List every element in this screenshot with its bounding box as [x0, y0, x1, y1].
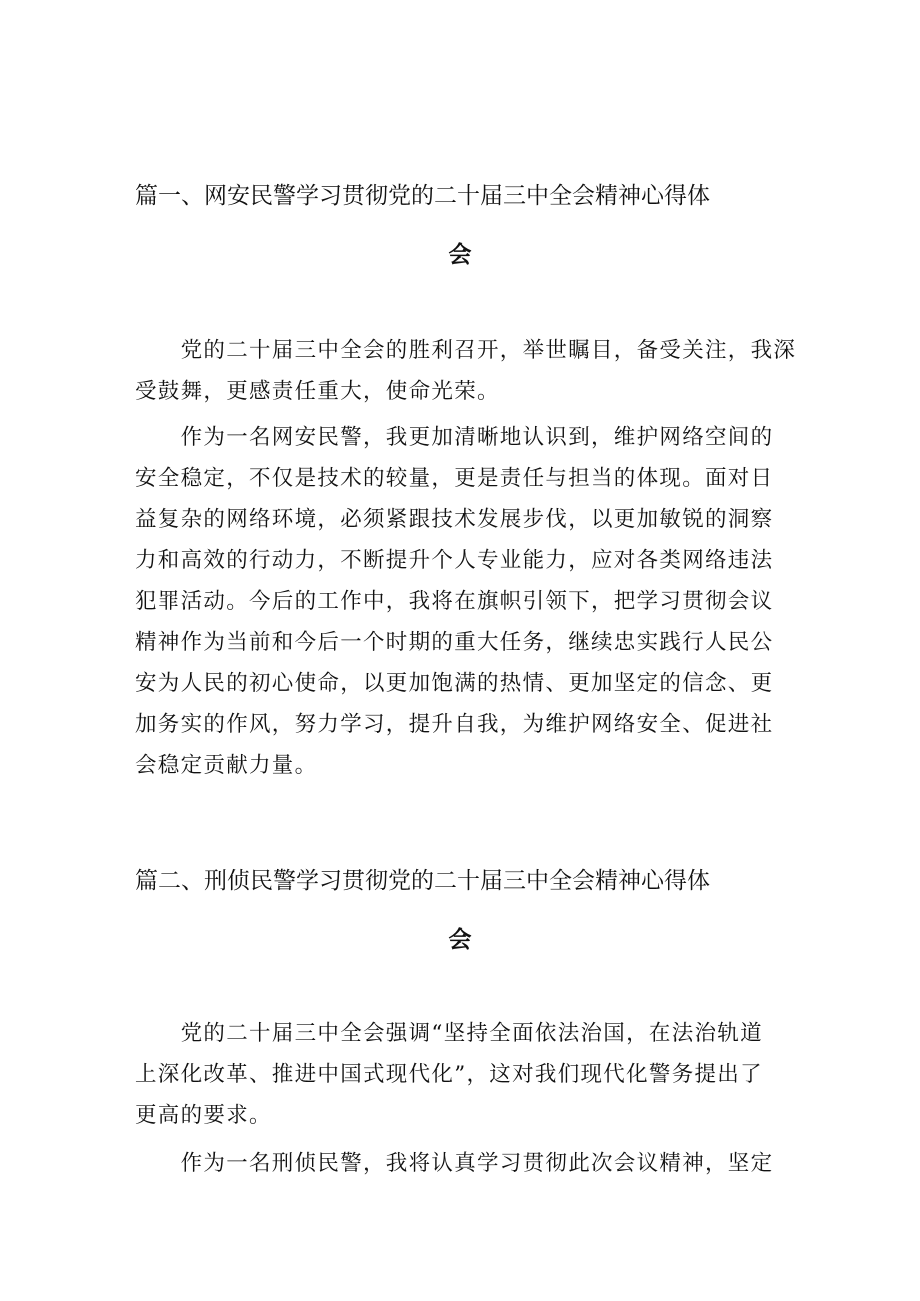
section2-title-line2: 会: [448, 927, 472, 953]
paragraph-line: 会稳定贡献力量。: [135, 753, 318, 778]
section1-title-line2: 会: [448, 242, 472, 268]
paragraph-line: 精神作为当前和今后一个时期的重大任务，继续忠实践行人民公: [135, 630, 774, 655]
section1-title-line1: 篇一、网安民警学习贯彻党的二十届三中全会精神心得体: [135, 183, 710, 209]
paragraph-line: 作为一名网安民警，我更加清晰地认识到，维护网络空间的: [135, 425, 774, 450]
section1-paragraph-2: [135, 417, 787, 786]
paragraph-line: 更高的要求。: [135, 1103, 272, 1128]
paragraph-line: 作为一名刑侦民警，我将认真学习贯彻此次会议精神，坚定: [135, 1151, 774, 1176]
paragraph-line: 上深化改革、推进中国式现代化”，这对我们现代化警务提出了: [135, 1062, 763, 1087]
paragraph-line: 益复杂的网络环境，必须紧跟技术发展步伐，以更加敏锐的洞察: [135, 507, 774, 532]
paragraph-line: 加务实的作风，努力学习，提升自我，为维护网络安全、促进社: [135, 712, 774, 737]
section2-paragraph-2: [135, 1143, 787, 1184]
paragraph-line: 党的二十届三中全会的胜利召开，举世瞩目，备受关注，我深: [135, 338, 797, 363]
section2-title-line1: 篇二、刑侦民警学习贯彻党的二十届三中全会精神心得体: [135, 868, 710, 894]
paragraph-line: 党的二十届三中全会强调“坚持全面依法治国，在法治轨道: [135, 1021, 763, 1046]
section1-paragraph-1: [135, 330, 797, 412]
section2-paragraph-1: [135, 1013, 787, 1136]
paragraph-line: 犯罪活动。今后的工作中，我将在旗帜引领下，把学习贯彻会议: [135, 589, 774, 614]
paragraph-line: 安全稳定，不仅是技术的较量，更是责任与担当的体现。面对日: [135, 466, 774, 491]
paragraph-line: 受鼓舞，更感责任重大，使命光荣。: [135, 379, 500, 404]
paragraph-line: 力和高效的行动力，不断提升个人专业能力，应对各类网络违法: [135, 548, 774, 573]
paragraph-line: 安为人民的初心使命，以更加饱满的热情、更加坚定的信念、更: [135, 671, 774, 696]
